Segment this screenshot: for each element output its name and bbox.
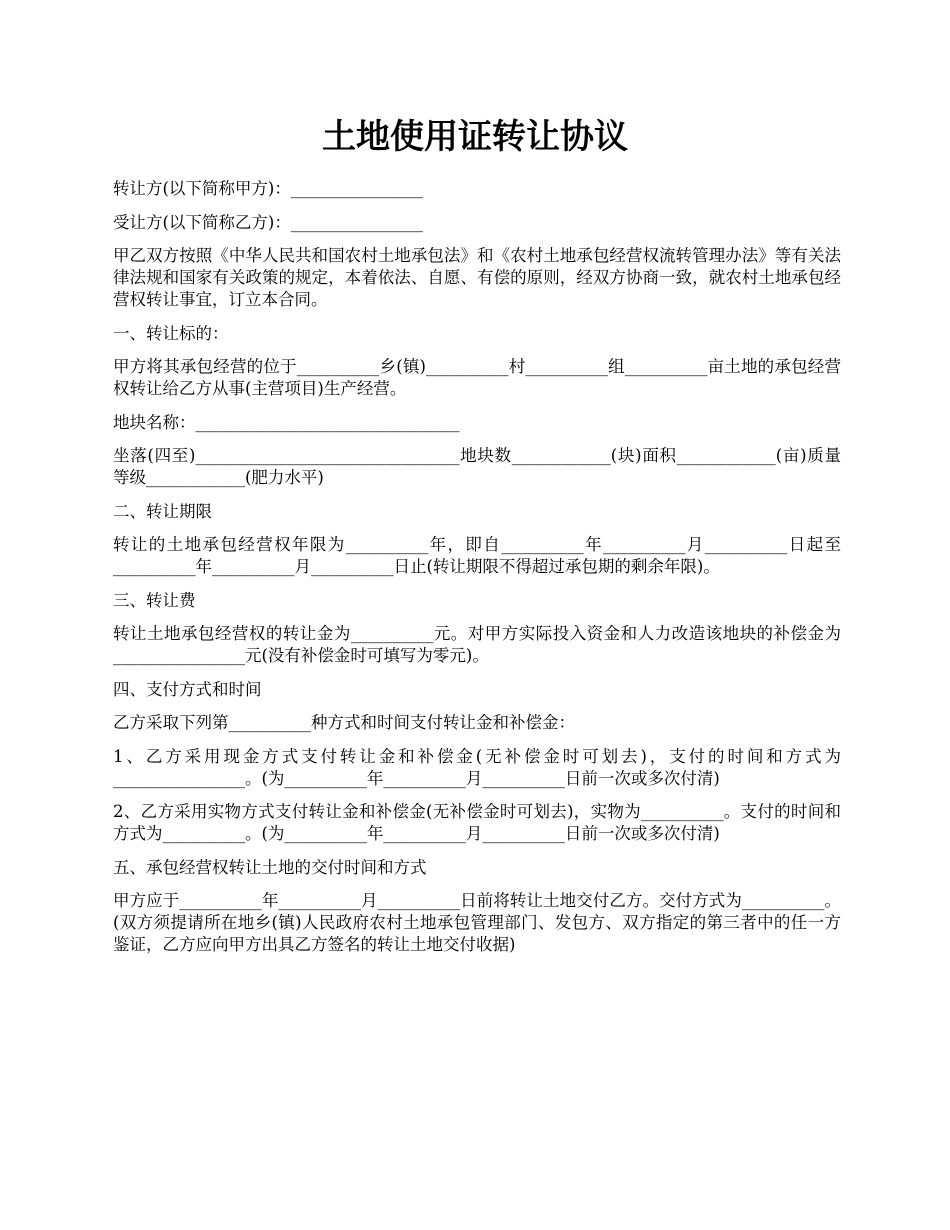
section-heading-delivery: 五、承包经营权转让土地的交付时间和方式	[113, 857, 427, 877]
preamble-paragraph: 甲乙双方按照《中华人民共和国农村土地承包法》和《农村土地承包经营权流转管理办法》等有关法律法规和国家有关政策的规定，本着依法、自愿、有偿的原则，经双方协商一致，就农村土地承包经营权转让事宜，订立本合同。	[113, 246, 841, 309]
payment-option-goods: 2、乙方采用实物方式支付转让金和补偿金(无补偿金时可划去)，实物为__________。支付的时间和方式为__________。(为__________年__________月__________日前一次或多次付清)	[113, 802, 841, 843]
subject-paragraph: 甲方将其承包经营的位于__________乡(镇)__________村__________组__________亩土地的承包经营权转让给乙方从事(主营项目)生产经营。	[113, 357, 841, 398]
fee-paragraph: 转让土地承包经营权的转让金为__________元。对甲方实际投入资金和人力改造该地块的补偿金为________________元(没有补偿金时可填写为零元)。	[113, 624, 841, 665]
section-heading-subject: 一、转让标的：	[113, 323, 229, 343]
transferee-line: 受让方(以下简称乙方)：________________	[113, 212, 423, 232]
document-title: 土地使用证转让协议	[322, 117, 628, 157]
section-heading-payment: 四、支付方式和时间	[113, 679, 262, 699]
delivery-paragraph: 甲方应于__________年__________月__________日前将转让土地交付乙方。交付方式为__________。(双方须提请所在地乡(镇)人民政府农村土地承包管理部门、发包方、双方指定的第三者中的任一方鉴证，乙方应向甲方出具乙方签名的转让土地交付收据)	[113, 891, 841, 954]
section-heading-term: 二、转让期限	[113, 501, 212, 521]
payment-choice-line: 乙方采取下列第__________种方式和时间支付转让金和补偿金：	[113, 713, 575, 732]
plot-name-line: 地块名称：________________________________	[113, 412, 460, 432]
payment-option-cash: 1、乙方采用现金方式支付转让金和补偿金(无补偿金时可划去)，支付的时间和方式为________________。(为__________年__________月__________日前一次或多次付清)	[113, 746, 841, 788]
document-body	[113, 178, 841, 968]
location-paragraph: 坐落(四至)________________________________地块数____________(块)面积____________(亩)质量等级____________(肥力水平)	[113, 446, 841, 487]
section-heading-fee: 三、转让费	[113, 590, 196, 610]
transferor-line: 转让方(以下简称甲方)：________________	[113, 179, 423, 198]
term-paragraph: 转让的土地承包经营权年限为__________年，即自__________年__________月__________日起至__________年__________月__________日止(转让期限不得超过承包期的剩余年限)。	[113, 535, 841, 576]
